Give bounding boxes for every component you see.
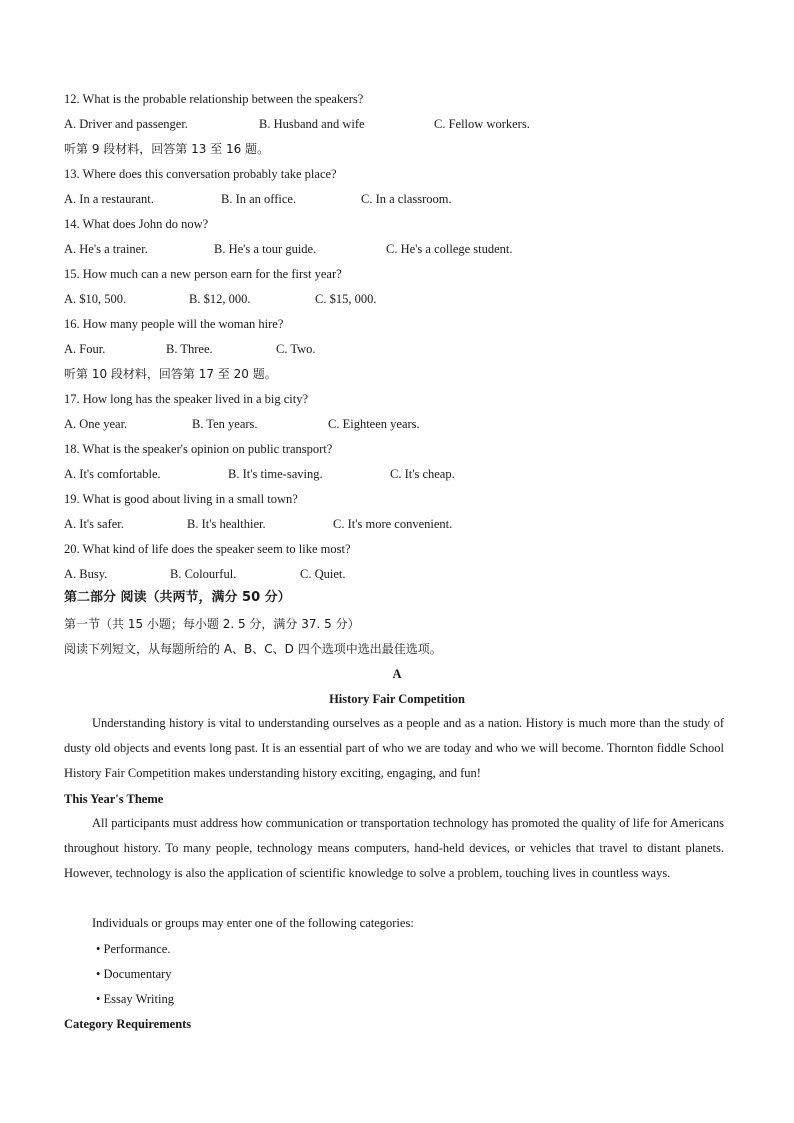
section-9-instruction: 听第 9 段材料，回答第 13 至 16 题。 [64, 142, 270, 156]
options-15 [64, 291, 744, 307]
options-16 [64, 341, 744, 357]
question-18: 18. What is the speaker's opinion on public transport? [64, 442, 333, 456]
paragraph-2: All participants must address how communication or transportation technology has promoted the quality of life for Americans throughout history. To many people, technology means computers, hand-held devices, or vehicles that travel to distant planets. However, technology is also the application of scientific knowledge to solve a problem, touching lives in countless ways. [64, 816, 724, 880]
option-c: C. It's more convenient. [333, 517, 453, 531]
section-10-instruction: 听第 10 段材料，回答第 17 至 20 题。 [64, 367, 277, 381]
option-c: C. It's cheap. [390, 467, 455, 481]
option-a: A. He's a trainer. [64, 242, 148, 256]
question-14: 14. What does John do now? [64, 217, 209, 231]
option-c: C. He's a college student. [386, 242, 513, 256]
question-13: 13. Where does this conversation probably take place? [64, 167, 337, 181]
option-c: C. Fellow workers. [434, 117, 530, 131]
question-20: 20. What kind of life does the speaker seem to like most? [64, 542, 351, 556]
option-b: B. It's time-saving. [228, 467, 323, 481]
question-12: 12. What is the probable relationship between the speakers? [64, 92, 364, 106]
option-a: A. One year. [64, 417, 128, 431]
option-b: B. Colourful. [170, 567, 237, 581]
option-a: A. In a restaurant. [64, 192, 154, 206]
category-item: • Performance. [96, 942, 171, 956]
option-b: B. He's a tour guide. [214, 242, 317, 256]
option-a: A. It's comfortable. [64, 467, 161, 481]
theme-heading: This Year's Theme [64, 792, 164, 806]
part-2-heading: 第二部分 阅读（共两节，满分 50 分） [64, 590, 291, 605]
reading-instruction: 阅读下列短文，从每题所给的 A、B、C、D 四个选项中选出最佳选项。 [64, 642, 442, 656]
option-a: A. Driver and passenger. [64, 117, 188, 131]
option-c: C. Quiet. [300, 567, 346, 581]
section-1-heading: 第一节（共 15 小题；每小题 2. 5 分，满分 37. 5 分） [64, 617, 360, 631]
option-c: C. In a classroom. [361, 192, 452, 206]
question-15: 15. How much can a new person earn for the first year? [64, 267, 342, 281]
option-c: C. Two. [276, 342, 316, 356]
option-b: B. Husband and wife [259, 117, 365, 131]
options-18 [64, 466, 744, 482]
option-a: A. Busy. [64, 567, 108, 581]
option-b: B. In an office. [221, 192, 297, 206]
option-b: B. Ten years. [192, 417, 258, 431]
options-13 [64, 191, 744, 207]
paragraph-3: Individuals or groups may enter one of the following categories: [92, 916, 414, 930]
options-20 [64, 566, 744, 582]
question-19: 19. What is good about living in a small town? [64, 492, 298, 506]
options-19 [64, 516, 744, 532]
options-17 [64, 416, 744, 432]
options-12 [64, 116, 744, 132]
option-c: C. $15, 000. [315, 292, 377, 306]
option-a: A. Four. [64, 342, 106, 356]
option-b: B. $12, 000. [189, 292, 251, 306]
passage-title: History Fair Competition [329, 692, 465, 706]
question-16: 16. How many people will the woman hire? [64, 317, 284, 331]
option-b: B. It's healthier. [187, 517, 266, 531]
paragraph-1: Understanding history is vital to understanding ourselves as a people and as a nation. History is much more than the study of dusty old objects and events long past. It is an essential part of who we are today and who we will become. Thornton fiddle School History Fair Competition makes understanding history exciting, engaging, and fun! [64, 716, 724, 780]
category-item: • Documentary [96, 967, 172, 981]
option-b: B. Three. [166, 342, 213, 356]
option-c: C. Eighteen years. [328, 417, 420, 431]
options-14 [64, 241, 744, 257]
requirements-heading: Category Requirements [64, 1017, 192, 1031]
passage-letter: A [392, 667, 402, 681]
option-a: A. It's safer. [64, 517, 124, 531]
question-17: 17. How long has the speaker lived in a big city? [64, 392, 309, 406]
category-item: • Essay Writing [96, 992, 174, 1006]
option-a: A. $10, 500. [64, 292, 127, 306]
